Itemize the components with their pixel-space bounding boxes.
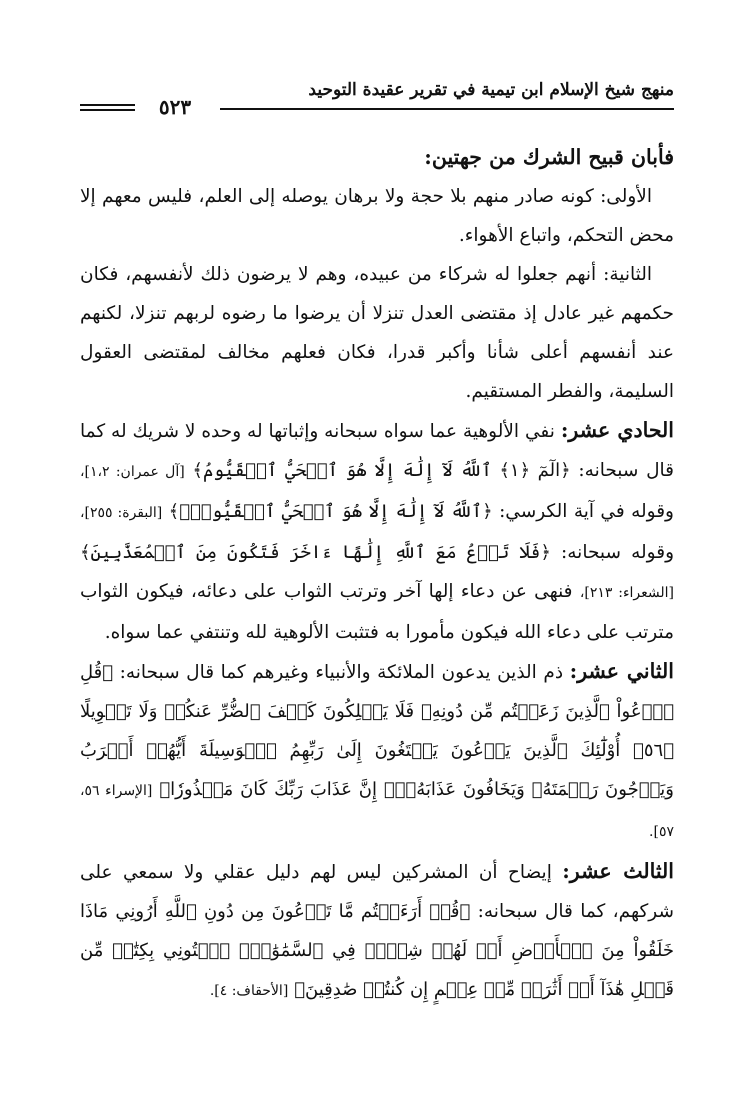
point-label-twelfth: الثاني عشر: (569, 659, 674, 683)
quran-verse: ﴿قُلِ ٱدۡعُواْ ٱلَّذِينَ زَعَمۡتُم مِّن دُونِهِۦ فَلَا يَمۡلِكُونَ كَشۡفَ ٱلضُّرِّ عَنكُمۡ وَلَا تَحۡوِيلًا ﴿٥٦﴾ أُوْلَٰٓئِكَ ٱلَّذِينَ يَدۡعُونَ يَبۡتَغُونَ إِلَىٰ رَبِّهِمُ ٱلۡوَسِيلَةَ أَيُّهُمۡ أَقۡرَبُ وَيَرۡجُونَ رَحۡمَتَهُۥ وَيَخَافُونَ عَذَابَهُۥٓۚ إِنَّ عَذَابَ رَبِّكَ كَانَ مَحۡذُورٗا﴾ (80, 662, 674, 800)
verse-reference: [الإسراء ٥٦، ٥٧]. (80, 783, 674, 840)
paragraph-first-aspect: الأولى: كونه صادر منهم بلا حجة ولا برهان يوصله إلى العلم، فليس معهم إلا محض التحكم، واتباع الأهواء. (80, 186, 674, 246)
paragraph-text: ذم الذين يدعون الملائكة والأنبياء وغيرهم كما قال سبحانه: (119, 662, 564, 683)
quran-verse: ﴿ٱللَّهُ لَآ إِلَٰهَ إِلَّا هُوَ ٱلۡحَيُّ ٱلۡقَيُّومُۚ﴾ (168, 501, 493, 522)
point-label-thirteenth: الثالث عشر: (562, 859, 674, 883)
paragraph-text: وقوله سبحانه: (561, 542, 674, 563)
page-number-double-rule (80, 104, 135, 111)
paragraph-text: إيضاح أن المشركين ليس لهم دليل عقلي ولا سمعي على شركهم، كما قال سبحانه: (80, 862, 674, 922)
page-header (80, 80, 674, 120)
paragraph-thirteenth (80, 852, 674, 1011)
verse-reference: [الشعراء: ٢١٣]، (579, 585, 675, 601)
paragraph-text: نفي الألوهية عما سواه سبحانه وإثباتها له وحده لا شريك له كما قال سبحانه: (80, 421, 675, 481)
verse-reference: [آل عمران: ١،٢]، (80, 464, 185, 480)
verse-reference: [البقرة: ٢٥٥]، (80, 505, 163, 521)
page-body (80, 138, 674, 1064)
running-title: منهج شيخ الإسلام ابن تيمية في تقرير عقيدة التوحيد (308, 80, 674, 100)
header-rule (220, 108, 674, 110)
point-label-eleventh: الحادي عشر: (560, 418, 674, 442)
quran-verse: ﴿الٓمٓ ﴿١﴾ ٱللَّهُ لَآ إِلَٰهَ إِلَّا هُوَ ٱلۡحَيُّ ٱلۡقَيُّومُ﴾ (192, 460, 571, 481)
paragraph-text: وقوله في آية الكرسي: (499, 501, 674, 522)
paragraph-text: فنهى عن دعاء إلها آخر وترتب الثواب على دعائه، فيكون الثواب مترتب على دعاء الله فيكون مأمورا به فتثبت الألوهية لله وتنتفي عما سواه. (80, 581, 674, 643)
quran-verse: ﴿فَلَا تَدۡعُ مَعَ ٱللَّهِ إِلَٰهًا ءَاخَرَ فَتَكُونَ مِنَ ٱلۡمُعَذَّبِينَ﴾ (80, 542, 551, 563)
paragraph-twelfth (80, 652, 674, 852)
verse-reference: [الأحقاف: ٤]. (209, 983, 289, 999)
page-number: ٥٢٣ (158, 95, 192, 119)
section-lead: فأبان قبيح الشرك من جهتين: (424, 145, 674, 169)
quran-verse: ﴿قُلۡ أَرَءَيۡتُم مَّا تَدۡعُونَ مِن دُونِ ٱللَّهِ أَرُونِي مَاذَا خَلَقُواْ مِنَ ٱلۡأَرۡضِ أَمۡ لَهُمۡ شِرۡكٞ فِي ٱلسَّمَٰوَٰتِۖ ٱئۡتُونِي بِكِتَٰبٖ مِّن قَبۡلِ هَٰذَآ أَوۡ أَثَٰرَةٖ مِّنۡ عِلۡمٍ إِن كُنتُمۡ صَٰدِقِينَ﴾ (80, 901, 674, 1000)
paragraph-second-aspect: الثانية: أنهم جعلوا له شركاء من عبيده، وهم لا يرضون ذلك لأنفسهم، فكان حكمهم غير عادل إذ مقتضى العدل تنزلا أن يرضوا ما رضوه لربهم تنزلا، لكنهم عند أنفسهم أعلى شأنا وأكبر قدرا، فكان فعلهم مخالف لمقتضى العقول السليمة، والفطر المستقيم. (80, 264, 674, 402)
paragraph-eleventh (80, 411, 674, 652)
